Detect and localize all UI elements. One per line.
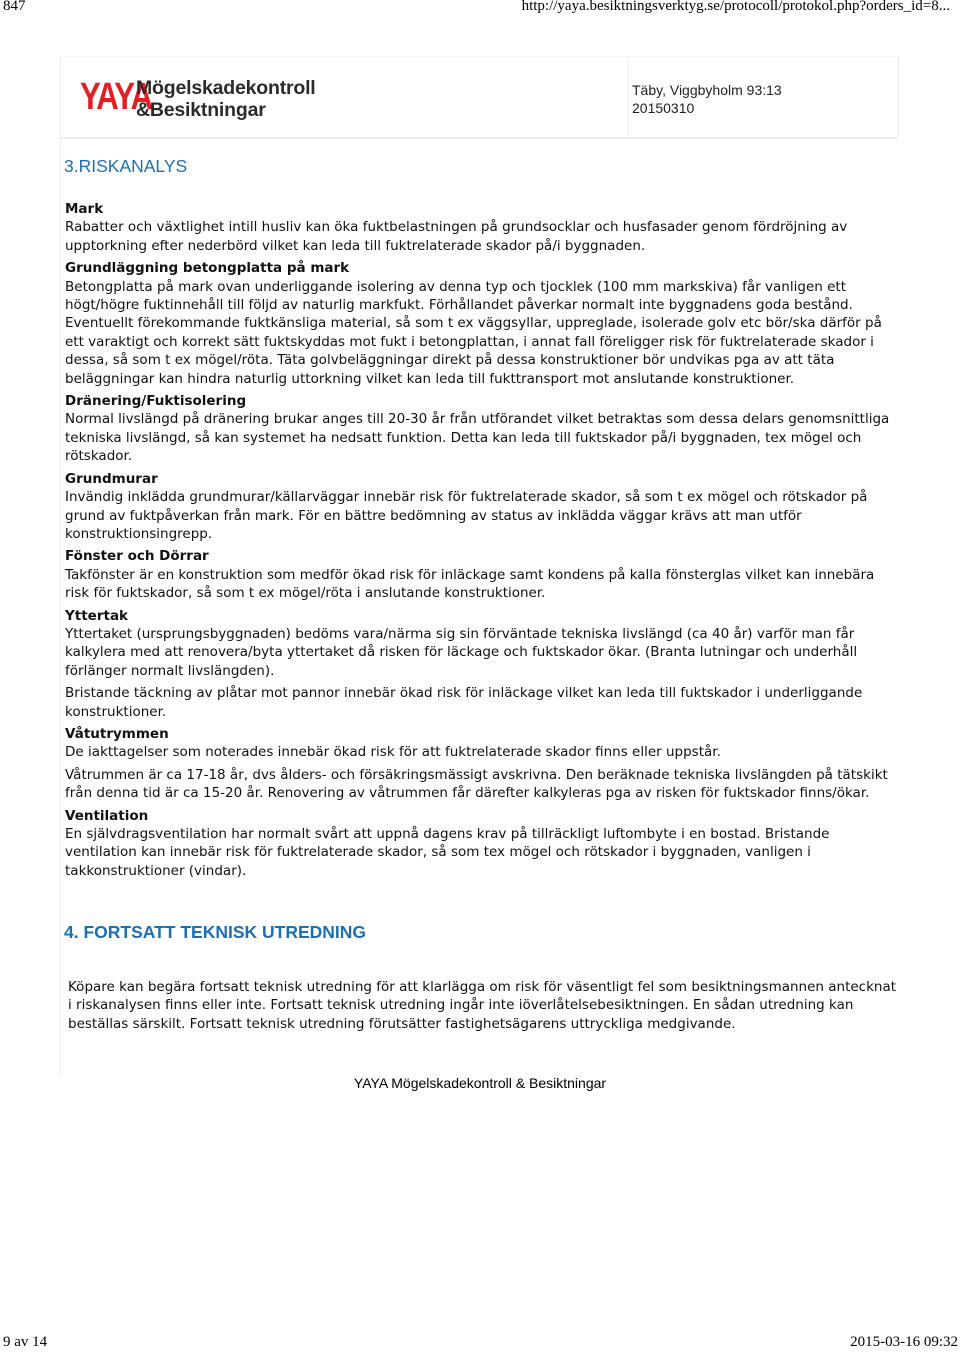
riskanalys-content: [65, 200, 900, 880]
block-heading: Dränering/Fuktisolering: [65, 393, 247, 410]
frame-left-border: [60, 56, 61, 1076]
header-column-divider: [628, 56, 629, 138]
header-divider: [60, 137, 898, 139]
block-heading: Fönster och Dörrar: [65, 548, 209, 565]
footer-company-name: YAYA Mögelskadekontroll & Besiktningar: [353, 1075, 607, 1091]
block-paragraph: Invändig inklädda grundmurar/källarväggar innebär risk för fuktrelaterade skador, så som t ex mögel och rötskador på grund av fuktpåverkan från mark. För en bättre bedömning av status av inklädda väggar krävs att man utför konstruktionsingrepp.: [65, 489, 868, 542]
company-logo: [80, 74, 355, 122]
print-header: [0, 0, 960, 20]
section-title-fortsatt-utredning: 4. FORTSATT TEKNISK UTREDNING: [64, 922, 367, 942]
block-paragraph: Bristande täckning av plåtar mot pannor innebär ökad risk för inläckage vilket kan leda till fuktskador i underliggande konstruktioner.: [65, 685, 863, 720]
block-paragraph: En självdragsventilation har normalt svårt att uppnå dagens krav på tillräckligt luftombyte i en bostad. Bristande ventilation kan innebär risk för fuktrelaterade skador, så som tex mögel och rötskador i byggnaden, vanligen i takkonstruktioner (vindar).: [65, 826, 830, 879]
block-heading: Mark: [65, 201, 104, 217]
logo-line1: Mögelskadekontroll: [136, 77, 316, 99]
block-heading: Yttertak: [65, 607, 129, 624]
block-paragraph: Betongplatta på mark ovan underliggande isolering av denna typ och tjocklek (100 mm markskiva) får vanligen ett högt/högre fuktinnehåll till följd av naturlig markfukt. Förhållandet påverkar normalt inte byggnadens goda bestånd. Eventuellt förekommande fuktkänsliga material, så som t ex väggsyllar, uppreglade, isolerade golv etc bör/ska därför på ett varaktigt och korrekt sätt fuktskyddas mot fukt i betongplattan, i annat fall föreligger risk för fuktrelaterade skador i dessa, så som t ex mögel/röta. Täta golvbeläggningar direkt på dessa konstruktioner bör undvikas pga av att täta beläggningar kan hindra naturlig uttorkning vilket kan leda till fukttransport mot anslutande konstruktioner.: [65, 278, 882, 387]
block-paragraph: Normal livslängd på dränering brukar anges till 20-30 år från utförandet vilket betraktas som dessa delars genomsnittliga tekniska livslängd, så kan systemet ha nedsatt funktion. Detta kan leda till fuktskador på/i byggnaden, tex mögel och rötskador.: [65, 411, 890, 465]
block-paragraph: Yttertaket (ursprungsbyggnaden) bedöms vara/närma sig sin förväntade tekniska livslängd (ca 40 år) varför man får kalkylera med att renovera/byta yttertaket då risken för läckage och fuktskador ökar. (Branta lutningar och underhåll förlänger normalt livslängden).: [65, 625, 858, 679]
logo-mark: YAYA: [80, 76, 152, 118]
section-title-riskanalys: 3.RISKANALYS: [64, 156, 188, 176]
frame-right-border: [898, 56, 899, 136]
block-paragraph: Takfönster är en konstruktion som medför ökad risk för inläckage samt kondens på kalla fönsterglas vilket kan innebära risk för fuktskador, så som t ex mögel/röta i anslutande konstruktioner.: [65, 566, 875, 602]
print-url[interactable]: http://yaya.besiktningsverktyg.se/protocoll/protokol.php?orders_id=8...: [521, 0, 950, 14]
header-info: [632, 81, 782, 117]
print-page-number: 847: [3, 0, 26, 14]
block-heading: Våtutrymmen: [65, 725, 169, 742]
logo-line2: &Besiktningar: [136, 99, 266, 121]
block-heading: Grundläggning betongplatta på mark: [65, 260, 350, 277]
block-paragraph: De iakttagelser som noterades innebär ökad risk för att fuktrelaterade skador finns eller uppstår.: [65, 744, 721, 761]
block-paragraph: Rabatter och växtlighet intill husliv kan öka fuktbelastningen på grundsocklar och husfasader genom fördröjning av upptorkning efter nederbörd vilket kan leda till fuktrelaterade skador på/i byggnaden.: [65, 219, 848, 254]
fortsatt-utredning-text: Köpare kan begära fortsatt teknisk utredning för att klarlägga om risk för väsentligt fel som besiktningsmannen antecknat i riskanalysen finns eller inte. Fortsatt teknisk utredning ingår inte iöverlåtelsebesiktningen. En sådan utredning kan beställas särskilt. Fortsatt teknisk utredning förutsätter fastighetsägarens uttryckliga medgivande.: [68, 979, 897, 1032]
print-datetime: 2015-03-16 09:32: [850, 1334, 958, 1350]
block-heading: Grundmurar: [65, 470, 158, 487]
property-address: Täby, Viggbyholm 93:13: [632, 82, 782, 98]
print-footer: [0, 1334, 960, 1354]
report-date: 20150310: [632, 100, 695, 116]
frame-top-border: [60, 56, 898, 57]
print-page-count: 9 av 14: [3, 1334, 48, 1350]
block-heading: Ventilation: [65, 807, 149, 824]
block-paragraph: Våtrummen är ca 17-18 år, dvs ålders- och försäkringsmässigt avskrivna. Den beräknade tekniska livslängden på tätskikt från denna tid är ca 15-20 år. Renovering av våtrummen får därefter kalkyleras pga av risken för fuktskador finns/ökar.: [65, 766, 888, 802]
